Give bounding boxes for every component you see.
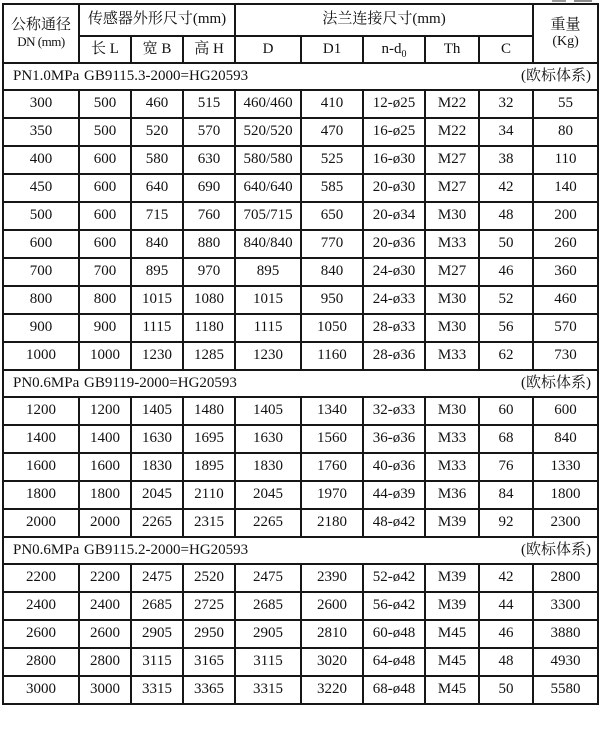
spec-data-cell: 62: [479, 342, 533, 370]
header-d: D: [235, 36, 301, 63]
spec-data-cell: 20-ø36: [363, 230, 425, 258]
section-header-line: [4, 375, 597, 392]
spec-data-cell: 24-ø30: [363, 258, 425, 286]
spec-data-cell: 515: [183, 90, 235, 118]
spec-data-cell: M27: [425, 258, 479, 286]
spec-data-cell: 110: [533, 146, 598, 174]
spec-data-cell: 470: [301, 118, 363, 146]
spec-data-cell: 50: [479, 676, 533, 704]
spec-data-cell: 520/520: [235, 118, 301, 146]
spec-data-cell: 585: [301, 174, 363, 202]
spec-data-cell: 840/840: [235, 230, 301, 258]
spec-data-cell: 1405: [235, 397, 301, 425]
header-weight-unit: (Kg): [552, 34, 579, 50]
spec-data-cell: 500: [79, 118, 131, 146]
spec-data-cell: 32: [479, 90, 533, 118]
spec-data-cell: 48: [479, 648, 533, 676]
spec-data-cell: 700: [3, 258, 79, 286]
spec-data-row: [3, 397, 598, 425]
spec-data-cell: M45: [425, 620, 479, 648]
header-group-sensor-dimensions: 传感器外形尺寸(mm): [79, 4, 235, 36]
spec-data-row: [3, 146, 598, 174]
spec-data-cell: 800: [3, 286, 79, 314]
header-width: 宽 B: [131, 36, 183, 63]
spec-data-cell: 12-ø25: [363, 90, 425, 118]
spec-data-cell: 600: [79, 146, 131, 174]
spec-data-cell: 840: [301, 258, 363, 286]
spec-data-cell: 2300: [533, 509, 598, 537]
spec-data-cell: 42: [479, 564, 533, 592]
spec-data-cell: 2810: [301, 620, 363, 648]
spec-data-cell: M39: [425, 592, 479, 620]
spec-data-cell: 1630: [235, 425, 301, 453]
spec-data-cell: 3115: [131, 648, 183, 676]
spec-data-cell: 52: [479, 286, 533, 314]
spec-data-cell: M45: [425, 676, 479, 704]
header-nominal-diameter-title: 公称通径: [10, 17, 71, 34]
spec-data-cell: 1560: [301, 425, 363, 453]
spec-data-cell: 350: [3, 118, 79, 146]
spec-data-cell: 1115: [131, 314, 183, 342]
spec-data-cell: 24-ø33: [363, 286, 425, 314]
spec-data-cell: 600: [79, 202, 131, 230]
spec-data-cell: 1330: [533, 453, 598, 481]
spec-data-cell: 3165: [183, 648, 235, 676]
header-row-groups: [3, 4, 598, 36]
spec-data-cell: 2265: [131, 509, 183, 537]
spec-data-cell: 640/640: [235, 174, 301, 202]
spec-data-cell: 3315: [235, 676, 301, 704]
spec-data-cell: 56-ø42: [363, 592, 425, 620]
spec-data-cell: 2045: [131, 481, 183, 509]
spec-data-cell: 2905: [235, 620, 301, 648]
spec-data-cell: 1015: [235, 286, 301, 314]
spec-data-cell: 640: [131, 174, 183, 202]
spec-data-row: [3, 676, 598, 704]
spec-data-cell: 68: [479, 425, 533, 453]
spec-data-cell: 1760: [301, 453, 363, 481]
header-nominal-diameter: [3, 4, 79, 63]
spec-data-cell: 2315: [183, 509, 235, 537]
table-body: [3, 63, 598, 704]
spec-data-cell: 48-ø42: [363, 509, 425, 537]
spec-data-cell: M27: [425, 146, 479, 174]
spec-data-cell: 460: [533, 286, 598, 314]
section-header-row: [3, 537, 598, 564]
section-header-row: [3, 370, 598, 397]
spec-data-cell: 1600: [3, 453, 79, 481]
spec-data-cell: M22: [425, 118, 479, 146]
spec-data-cell: 460/460: [235, 90, 301, 118]
spec-data-cell: M39: [425, 564, 479, 592]
spec-data-cell: 1695: [183, 425, 235, 453]
spec-data-cell: 3220: [301, 676, 363, 704]
spec-data-cell: 650: [301, 202, 363, 230]
spec-data-cell: 40-ø36: [363, 453, 425, 481]
spec-data-cell: 260: [533, 230, 598, 258]
spec-data-cell: 895: [235, 258, 301, 286]
spec-data-cell: 20-ø30: [363, 174, 425, 202]
spec-data-cell: 36-ø36: [363, 425, 425, 453]
spec-data-cell: 630: [183, 146, 235, 174]
spec-data-cell: M27: [425, 174, 479, 202]
spec-data-cell: 2390: [301, 564, 363, 592]
spec-data-cell: 68-ø48: [363, 676, 425, 704]
spec-data-row: [3, 509, 598, 537]
spec-data-cell: 1800: [3, 481, 79, 509]
spec-data-cell: 1230: [131, 342, 183, 370]
header-group-flange-connection: 法兰连接尺寸(mm): [235, 4, 533, 36]
spec-data-cell: 2180: [301, 509, 363, 537]
spec-data-cell: 2000: [3, 509, 79, 537]
spec-data-cell: M33: [425, 230, 479, 258]
spec-data-cell: 2905: [131, 620, 183, 648]
spec-data-cell: 360: [533, 258, 598, 286]
spec-data-cell: 1970: [301, 481, 363, 509]
spec-data-cell: 46: [479, 620, 533, 648]
spec-data-cell: 770: [301, 230, 363, 258]
section-standard-code: GB9115.3-2000=HG20593: [84, 67, 249, 84]
spec-data-cell: 20-ø34: [363, 202, 425, 230]
spec-data-cell: 2685: [235, 592, 301, 620]
spec-data-cell: 3115: [235, 648, 301, 676]
spec-data-cell: 1180: [183, 314, 235, 342]
spec-data-cell: 600: [533, 397, 598, 425]
header-row-subcolumns: [3, 36, 598, 63]
spec-data-cell: M36: [425, 481, 479, 509]
spec-data-cell: 840: [533, 425, 598, 453]
spec-data-cell: 48: [479, 202, 533, 230]
spec-data-cell: 52-ø42: [363, 564, 425, 592]
section-system-note: (欧标体系): [521, 374, 592, 391]
section-pressure-rating: PN0.6MPa: [13, 374, 80, 391]
spec-data-cell: 1480: [183, 397, 235, 425]
spec-data-row: [3, 174, 598, 202]
spec-data-cell: 2110: [183, 481, 235, 509]
spec-data-cell: M33: [425, 453, 479, 481]
spec-data-cell: 38: [479, 146, 533, 174]
spec-data-cell: 16-ø30: [363, 146, 425, 174]
spec-data-cell: 840: [131, 230, 183, 258]
spec-data-cell: 46: [479, 258, 533, 286]
header-th: Th: [425, 36, 479, 63]
spec-data-cell: 3300: [533, 592, 598, 620]
spec-data-cell: 3000: [3, 676, 79, 704]
spec-data-cell: 690: [183, 174, 235, 202]
spec-data-cell: 2800: [533, 564, 598, 592]
spec-data-row: [3, 90, 598, 118]
spec-data-row: [3, 230, 598, 258]
spec-data-row: [3, 648, 598, 676]
spec-data-cell: 730: [533, 342, 598, 370]
spec-data-cell: 1600: [79, 453, 131, 481]
spec-data-cell: 2600: [3, 620, 79, 648]
spec-data-cell: 4930: [533, 648, 598, 676]
spec-data-cell: 64-ø48: [363, 648, 425, 676]
spec-data-row: [3, 620, 598, 648]
spec-data-cell: 880: [183, 230, 235, 258]
spec-data-cell: 2800: [79, 648, 131, 676]
spec-data-cell: 1000: [79, 342, 131, 370]
spec-data-cell: 1340: [301, 397, 363, 425]
spec-data-cell: 16-ø25: [363, 118, 425, 146]
spec-data-cell: 1050: [301, 314, 363, 342]
spec-data-cell: 520: [131, 118, 183, 146]
spec-data-cell: 34: [479, 118, 533, 146]
spec-data-cell: 60-ø48: [363, 620, 425, 648]
header-length: 长 L: [79, 36, 131, 63]
spec-data-cell: 84: [479, 481, 533, 509]
spec-data-cell: 300: [3, 90, 79, 118]
spec-data-cell: 1015: [131, 286, 183, 314]
spec-data-cell: 32-ø33: [363, 397, 425, 425]
spec-data-cell: 3000: [79, 676, 131, 704]
spec-data-cell: 50: [479, 230, 533, 258]
spec-data-cell: 28-ø36: [363, 342, 425, 370]
section-system-note: (欧标体系): [521, 541, 592, 558]
spec-data-cell: 450: [3, 174, 79, 202]
spec-data-cell: 895: [131, 258, 183, 286]
header-d1: D1: [301, 36, 363, 63]
spec-data-cell: 1400: [3, 425, 79, 453]
spec-data-cell: M22: [425, 90, 479, 118]
spec-data-cell: 2000: [79, 509, 131, 537]
spec-data-cell: 705/715: [235, 202, 301, 230]
spec-data-cell: 1405: [131, 397, 183, 425]
spec-data-cell: 570: [183, 118, 235, 146]
spec-data-cell: 600: [79, 230, 131, 258]
spec-data-cell: 2600: [79, 620, 131, 648]
spec-data-cell: 2475: [235, 564, 301, 592]
spec-data-cell: 92: [479, 509, 533, 537]
section-standard-code: GB9119-2000=HG20593: [84, 374, 237, 391]
spec-data-cell: 1895: [183, 453, 235, 481]
spec-data-cell: 400: [3, 146, 79, 174]
spec-data-cell: 200: [533, 202, 598, 230]
spec-data-cell: 500: [3, 202, 79, 230]
spec-data-cell: 1200: [79, 397, 131, 425]
spec-data-cell: M33: [425, 425, 479, 453]
spec-data-row: [3, 425, 598, 453]
spec-data-cell: 1800: [533, 481, 598, 509]
spec-data-cell: 2600: [301, 592, 363, 620]
spec-data-cell: 3880: [533, 620, 598, 648]
spec-data-cell: M39: [425, 509, 479, 537]
spec-data-cell: 80: [533, 118, 598, 146]
spec-data-cell: 410: [301, 90, 363, 118]
spec-data-row: [3, 314, 598, 342]
spec-data-cell: 460: [131, 90, 183, 118]
spec-data-cell: 600: [3, 230, 79, 258]
spec-data-cell: 2200: [3, 564, 79, 592]
spec-data-cell: 715: [131, 202, 183, 230]
spec-data-cell: 2520: [183, 564, 235, 592]
spec-data-cell: 44: [479, 592, 533, 620]
spec-data-cell: 1800: [79, 481, 131, 509]
header-c: C: [479, 36, 533, 63]
section-header-line: [4, 68, 597, 85]
spec-data-row: [3, 202, 598, 230]
spec-data-cell: 2475: [131, 564, 183, 592]
spec-data-cell: 76: [479, 453, 533, 481]
header-height: 高 H: [183, 36, 235, 63]
spec-data-cell: M30: [425, 202, 479, 230]
scan-artifact: [552, 0, 592, 2]
spec-data-cell: 2265: [235, 509, 301, 537]
spec-data-row: [3, 481, 598, 509]
spec-data-cell: 970: [183, 258, 235, 286]
spec-data-cell: 3365: [183, 676, 235, 704]
section-pressure-rating: PN1.0MPa: [13, 67, 80, 84]
spec-data-cell: 600: [79, 174, 131, 202]
spec-data-cell: 5580: [533, 676, 598, 704]
spec-data-cell: 1230: [235, 342, 301, 370]
spec-data-cell: 800: [79, 286, 131, 314]
spec-data-cell: 1830: [235, 453, 301, 481]
section-header-line: [4, 542, 597, 559]
spec-data-cell: M30: [425, 397, 479, 425]
spec-data-cell: 580/580: [235, 146, 301, 174]
spec-data-cell: 55: [533, 90, 598, 118]
spec-data-cell: 900: [79, 314, 131, 342]
spec-data-cell: 950: [301, 286, 363, 314]
spec-data-cell: 140: [533, 174, 598, 202]
spec-data-cell: 1160: [301, 342, 363, 370]
spec-data-cell: 2400: [79, 592, 131, 620]
spec-data-cell: 580: [131, 146, 183, 174]
spec-data-cell: 3020: [301, 648, 363, 676]
spec-data-cell: 44-ø39: [363, 481, 425, 509]
spec-data-row: [3, 592, 598, 620]
section-system-note: (欧标体系): [521, 67, 592, 84]
spec-data-cell: 3315: [131, 676, 183, 704]
spec-data-cell: 760: [183, 202, 235, 230]
spec-data-cell: 2400: [3, 592, 79, 620]
section-standard-code: GB9115.2-2000=HG20593: [84, 541, 249, 558]
spec-data-cell: 2200: [79, 564, 131, 592]
spec-data-cell: M30: [425, 314, 479, 342]
spec-data-row: [3, 564, 598, 592]
spec-data-cell: 1630: [131, 425, 183, 453]
header-nominal-diameter-unit: DN (mm): [17, 33, 65, 49]
spec-data-cell: 1830: [131, 453, 183, 481]
spec-data-cell: M33: [425, 342, 479, 370]
spec-data-row: [3, 286, 598, 314]
spec-data-cell: 2045: [235, 481, 301, 509]
spec-data-cell: 1400: [79, 425, 131, 453]
spec-data-cell: 2800: [3, 648, 79, 676]
section-header-row: [3, 63, 598, 90]
spec-data-cell: 570: [533, 314, 598, 342]
dimension-spec-table: [2, 3, 599, 705]
header-weight: [533, 4, 598, 63]
spec-data-cell: 700: [79, 258, 131, 286]
spec-data-cell: 1115: [235, 314, 301, 342]
spec-data-cell: 28-ø33: [363, 314, 425, 342]
spec-data-cell: M45: [425, 648, 479, 676]
header-n-d0: $n-d_0$: [363, 36, 425, 63]
spec-data-cell: 1080: [183, 286, 235, 314]
spec-data-row: [3, 258, 598, 286]
spec-data-cell: 60: [479, 397, 533, 425]
spec-data-cell: 525: [301, 146, 363, 174]
spec-data-cell: 2950: [183, 620, 235, 648]
spec-data-cell: 900: [3, 314, 79, 342]
spec-data-row: [3, 118, 598, 146]
spec-data-cell: 42: [479, 174, 533, 202]
spec-data-row: [3, 453, 598, 481]
spec-data-cell: 1000: [3, 342, 79, 370]
section-pressure-rating: PN0.6MPa: [13, 541, 80, 558]
spec-data-cell: 2725: [183, 592, 235, 620]
header-weight-title: 重量: [550, 16, 581, 33]
spec-data-row: [3, 342, 598, 370]
spec-data-cell: 500: [79, 90, 131, 118]
spec-data-cell: M30: [425, 286, 479, 314]
spec-data-cell: 56: [479, 314, 533, 342]
spec-data-cell: 1285: [183, 342, 235, 370]
spec-data-cell: 1200: [3, 397, 79, 425]
spec-data-cell: 2685: [131, 592, 183, 620]
